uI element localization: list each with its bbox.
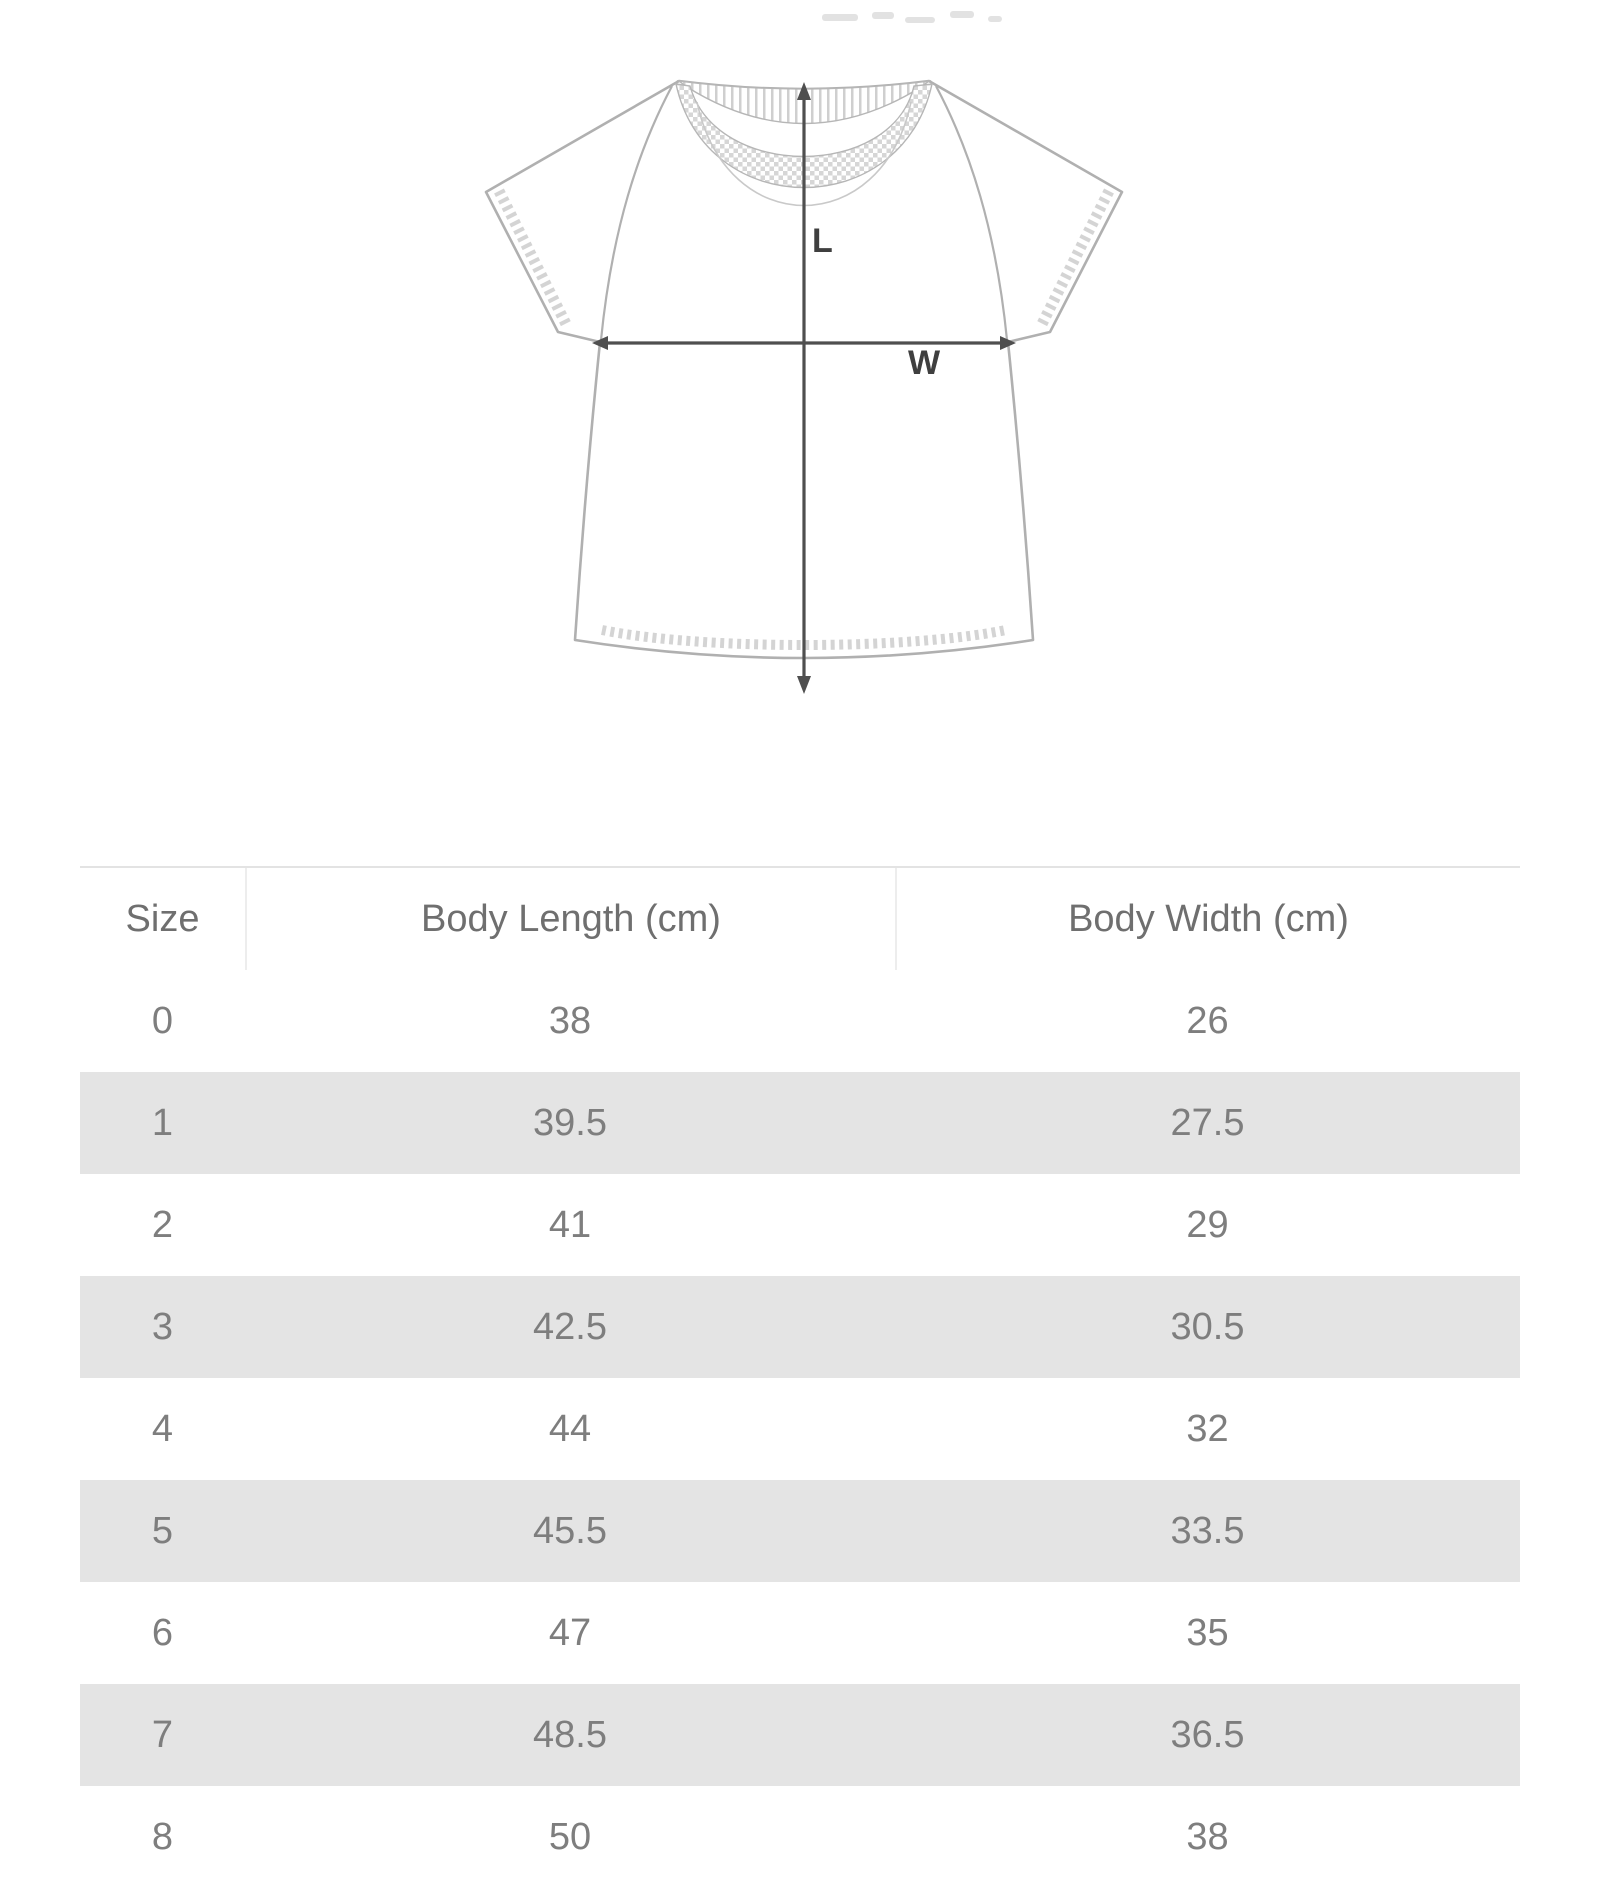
tshirt-diagram-svg [0, 0, 1600, 700]
cell-body-width: 35 [1186, 1611, 1229, 1654]
table-row [80, 1582, 1520, 1684]
table-row [80, 1276, 1520, 1378]
table-row [80, 1072, 1520, 1174]
cell-body-width: 30.5 [1170, 1305, 1245, 1348]
cell-body-length: 44 [548, 1407, 592, 1450]
cell-size: 5 [151, 1509, 174, 1552]
cell-size: 6 [151, 1611, 174, 1654]
table-row [80, 970, 1520, 1072]
cell-size: 7 [151, 1713, 174, 1756]
table-row [80, 1786, 1520, 1888]
cell-body-width: 36.5 [1170, 1713, 1245, 1756]
table-row [80, 1480, 1520, 1582]
header-body-width: Body Width (cm) [895, 868, 1520, 970]
cell-body-length: 38 [548, 999, 592, 1042]
tshirt-diagram [0, 0, 1600, 700]
cell-size: 2 [151, 1203, 174, 1246]
cell-size: 1 [151, 1101, 174, 1144]
header-size: Size [125, 897, 200, 940]
cell-size: 4 [151, 1407, 174, 1450]
cell-body-width: 26 [1186, 999, 1229, 1042]
table-row [80, 1684, 1520, 1786]
cell-body-length: 45.5 [533, 1509, 607, 1552]
size-table [80, 866, 1520, 1888]
length-label: L [812, 222, 833, 260]
header-body-length: Body Length (cm) [245, 868, 895, 970]
arrowhead-down-icon [797, 676, 811, 694]
cell-body-length: 50 [548, 1815, 592, 1858]
cell-body-length: 47 [548, 1611, 592, 1654]
table-row [80, 1378, 1520, 1480]
cell-size: 0 [151, 999, 174, 1042]
cell-body-length: 48.5 [533, 1713, 607, 1756]
cell-body-width: 38 [1186, 1815, 1229, 1858]
cell-body-width: 33.5 [1170, 1509, 1245, 1552]
size-table-header [80, 868, 1520, 970]
cell-body-width: 27.5 [1170, 1101, 1245, 1144]
cell-body-length: 42.5 [533, 1305, 607, 1348]
width-label: W [908, 344, 941, 382]
cell-body-width: 32 [1186, 1407, 1229, 1450]
cell-size: 3 [151, 1305, 174, 1348]
cell-size: 8 [151, 1815, 174, 1858]
cell-body-length: 39.5 [533, 1101, 607, 1144]
cell-body-length: 41 [548, 1203, 592, 1246]
cell-body-width: 29 [1186, 1203, 1229, 1246]
scan-artifacts [822, 11, 1002, 23]
table-row [80, 1174, 1520, 1276]
